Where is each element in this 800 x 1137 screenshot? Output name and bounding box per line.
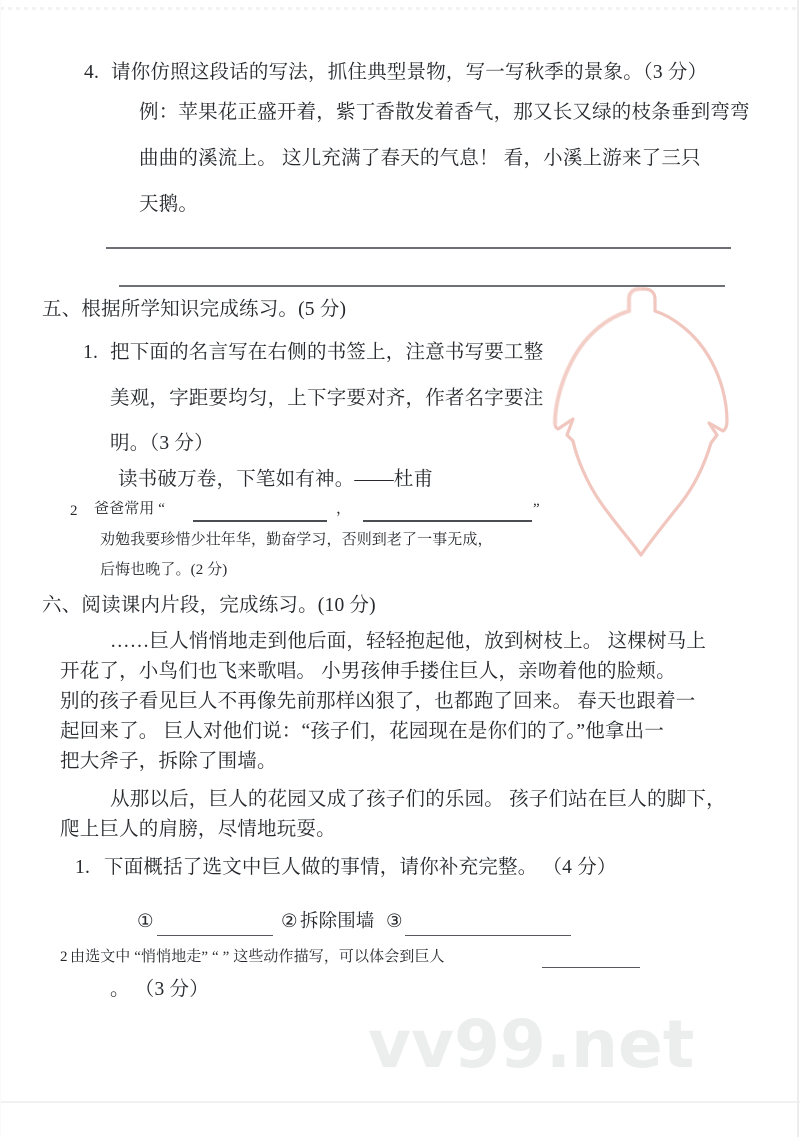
question4-answer-line-2[interactable]	[119, 285, 725, 287]
question4-number: 4.	[84, 62, 100, 83]
scan-edge-right-divider	[797, 0, 799, 1137]
section6-item1-blank1-marker: ①	[137, 912, 154, 932]
section6-item1-blank2-text: 拆除围墙	[300, 912, 375, 932]
section5-item1-line-2: 美观，字距要均匀，上下字要对齐，作者名字要注	[110, 388, 544, 409]
scan-edge-top-divider	[0, 7, 800, 10]
question4-example-line-1: 例：苹果花正盛开着，紫丁香散发着香气，那又长又绿的枝条垂到弯弯	[139, 102, 750, 123]
section6-item1-blank-1[interactable]	[157, 935, 273, 936]
section5-item1-quote: 读书破万卷，下笔如有神。——杜甫	[118, 469, 434, 490]
section6-passage-line-1: ……巨人悄悄地走到他后面，轻轻抱起他，放到树枝上。 这棵树马上	[110, 631, 707, 652]
section6-item1-blank2-marker: ②	[281, 912, 298, 932]
site-watermark: vv99.net	[368, 1006, 695, 1083]
section5-heading: 五、根据所学知识完成练习。(5 分)	[42, 299, 347, 320]
section6-item2-tail: 。 （3 分）	[110, 979, 209, 1000]
section5-item2-comma: ，	[336, 501, 352, 517]
question4-prompt: 请你仿照这段话的写法，抓住典型景物，写一写秋季的景象。（3 分）	[111, 62, 708, 83]
section6-item1-prompt: 下面概括了选文中巨人做的事情，请你补充完整。 （4 分）	[104, 857, 617, 878]
section6-item1-blank-3[interactable]	[405, 935, 571, 936]
section6-passage-line-3: 别的孩子看见巨人不再像先前那样凶狠了，也都跑了回来。 春天也跟着一	[60, 691, 696, 712]
section6-passage-line-7: 爬上巨人的肩膀，尽情地玩耍。	[60, 819, 336, 840]
section6-passage-line-2: 开花了，小鸟们也飞来歌唱。 小男孩伸手搂住巨人，亲吻着他的脸颊。	[60, 661, 676, 682]
section6-item2-blank[interactable]	[542, 967, 640, 968]
section6-passage-line-5: 把大斧子，拆除了围墙。	[60, 751, 277, 772]
scan-edge-bottom-divider	[0, 1101, 800, 1103]
section5-item2-close-quote: ”	[533, 501, 540, 517]
section6-item2-text: 由选文中 “悄悄地走” “ ” 这些动作描写，可以体会到巨人	[70, 949, 445, 965]
question4-example-line-3: 天鹅。	[139, 194, 199, 215]
section6-passage-line-6: 从那以后，巨人的花园又成了孩子们的乐园。 孩子们站在巨人的脚下，	[110, 789, 726, 810]
section5-item2-blank-2[interactable]	[363, 520, 532, 522]
scan-edge-left-divider	[0, 0, 1, 1137]
section5-item2-blank-1[interactable]	[193, 520, 327, 522]
section6-item1-number: 1.	[75, 857, 91, 878]
section5-item1-line-3: 明。（3 分）	[110, 433, 214, 454]
section5-item2-line-3: 后悔也晚了。(2 分)	[100, 562, 228, 578]
section5-item1-number: 1.	[83, 342, 99, 363]
section6-item1-blank3-marker: ③	[386, 912, 403, 932]
section6-passage-line-4: 起回来了。 巨人对他们说：“孩子们，花园现在是你们的了。”他拿出一	[60, 721, 665, 742]
section6-heading: 六、阅读课内片段，完成练习。(10 分)	[42, 595, 376, 616]
question4-example-line-2: 曲曲的溪流上。 这儿充满了春天的气息！ 看，小溪上游来了三只	[139, 148, 701, 169]
section5-item2-number: 2	[70, 503, 78, 519]
bookmark-leaf-outline-icon	[543, 283, 743, 573]
section5-item2-line-2: 劝勉我要珍惜少壮年华，勤奋学习，否则到老了一事无成，	[100, 532, 493, 548]
question4-answer-line-1[interactable]	[106, 247, 731, 249]
section6-item2-number: 2	[60, 949, 68, 965]
section5-item2-lead: 爸爸常用 “	[94, 501, 166, 517]
section5-item1-line-1: 把下面的名言写在右侧的书签上，注意书写要工整	[110, 342, 544, 363]
